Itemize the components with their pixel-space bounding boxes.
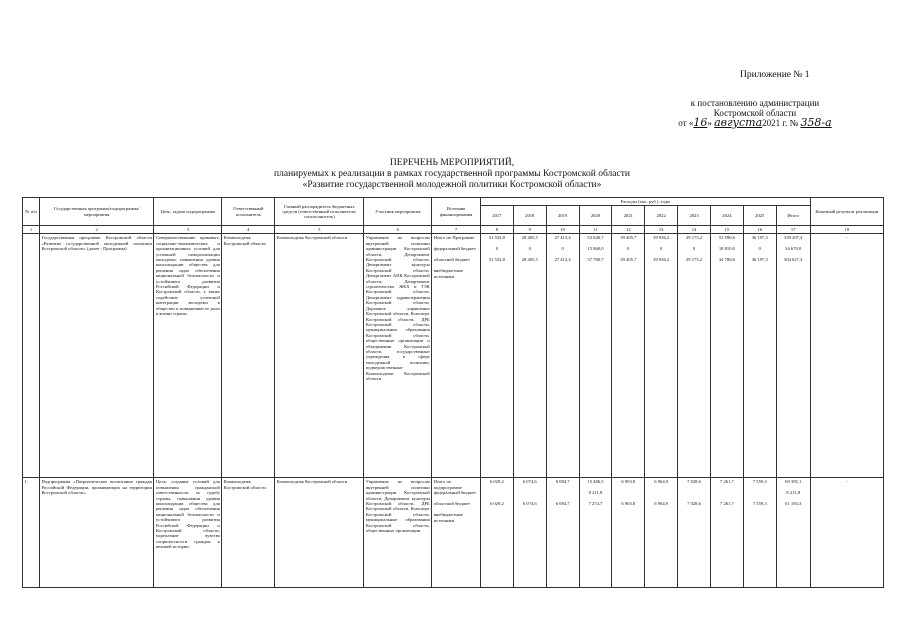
col-year: 2017 — [480, 206, 513, 226]
col-year: 2025 — [743, 206, 776, 226]
program-name: Подпрограмма «Патриотическое воспитание граждан Российской Федерации, проживающих на территории Костромской области» — [39, 478, 154, 588]
executor: Коммолодежь Костромской области — [222, 234, 275, 478]
value-cell: 7 261,7 7 261,7 — [710, 478, 743, 588]
col-year: 2021 — [612, 206, 645, 226]
funding-sources: Итого по Программе федеральный бюджет областной бюджет внебюджетные источники — [432, 234, 481, 478]
col-year: 2020 — [579, 206, 612, 226]
col-year: 2019 — [546, 206, 579, 226]
value-cell: 6 084,7 6 084,7 — [546, 478, 579, 588]
value-cell: 6 074,6 6 074,6 — [513, 478, 546, 588]
col-goal: Цель, задача подпрограммы — [154, 198, 222, 226]
value-cell: 36 197,3 0 36 197,3 — [743, 234, 776, 478]
value-cell: 6 964,9 6 964,9 — [645, 478, 678, 588]
col-year: 2022 — [645, 206, 678, 226]
decree-date-line: от «16» августа2021 г. № 358-а — [678, 116, 832, 129]
manager: Коммолодежь Костромской области — [275, 234, 364, 478]
value-cell: 31 532,8 0 31 532,8 — [480, 234, 513, 478]
col-manager: Главный распорядитель бюджетных средств (ответственный исполнитель/соисполнитель) — [275, 198, 364, 226]
total-cell: 339 297,4 34 670,0 304 627,4 — [776, 234, 810, 478]
handwritten-month: августа — [714, 116, 763, 129]
total-cell: 69 395,1 8 211,8 61 183,3 — [776, 478, 810, 588]
col-source: Источник финансирования — [432, 198, 481, 226]
col-participants: Участник мероприятия — [364, 198, 432, 226]
program-goal: Совершенствование правовых, социально-экономических и организационных условий для успешной самореализации молодежи, повышения уровня консолидации общества для решения задач обеспечения национальной безопасности и устойчивого развития Российской Федерации и Костромской области, а также содействие успешной интеграции молодежи в общество и повышению ее роли в жизни страны — [154, 234, 222, 478]
col-year: 2023 — [678, 206, 711, 226]
result-cell: - — [810, 478, 883, 588]
decree-line-2: Костромской области — [713, 108, 797, 118]
manager: Коммолодежь Костромской области — [275, 478, 364, 588]
program-goal: Цель: создание условий для повышения гражданской ответственности за судьбу страны, повышения уровня консолидации общества для решения задач обеспечения национальной безопасности и устойчивого развития Российской Федерации и Костромской области, укрепление чувства сопричастности граждан к великой истории — [154, 478, 222, 588]
participants: Управление по вопросам внутренней политики администрации Костромской области, Департамент Костромской области, Департамент культуры Костромской области, Департамент АПК Костромской области, Департамент строительства, ЖКХ и ТЭК Костромской области, Департамент здравоохранения Костромской области, Дорожное управление Костромской области, Комспорт Костромской области, ДРБ Костромской области, муниципальные образования Костромской области, общественные организации и объединения Костромской области, государственные учреждения в сфере молодежной политики, подведомственные Коммолодежи Костромской области — [364, 234, 432, 478]
result-cell: - — [810, 234, 883, 478]
value-cell: 6 029,2 6 029,2 — [480, 478, 513, 588]
value-cell: 7 028,6 7 028,6 — [678, 478, 711, 588]
document-title: ПЕРЕЧЕНЬ МЕРОПРИЯТИЙ, планируемых к реализации в рамках государственной программы Костромской области «Развитие государственной молодежной политики Костромской области» — [274, 158, 630, 190]
executor: Коммолодежь Костромской области — [222, 478, 275, 588]
value-cell: 39 405,7 0 39 405,7 — [612, 234, 645, 478]
col-no: № п/п — [23, 198, 40, 226]
value-cell: 27 413,4 0 27 413,4 — [546, 234, 579, 478]
col-year: 2024 — [710, 206, 743, 226]
value-cell: 6 903,8 6 903,8 — [612, 478, 645, 588]
value-cell: 29 175,2 0 29 175,2 — [678, 234, 711, 478]
program-name: Государственная программа Костромской области «Развитие государственной молодежной политики Костромской области» (далее - Программа) — [39, 234, 154, 478]
col-expenses: Расходы (тыс. руб.), годы — [480, 198, 810, 206]
col-program: Государственная программа/подпрограмма/мероприятия — [39, 198, 154, 226]
col-year: 2018 — [513, 206, 546, 226]
appendix-label: Приложение № 1 — [740, 70, 810, 80]
participants: Управление по вопросам внутренней политики администрации Костромской области, Департамент культуры Костромской области, ДРБ Костромской области, Комспорт Костромской области, муниципальные образования Костромской области, общественные организации — [364, 478, 432, 588]
value-cell: 39 936,2 0 39 936,2 — [645, 234, 678, 478]
col-result: Конечный результат реализации — [810, 198, 883, 226]
table-row — [23, 234, 884, 478]
value-cell: 15 486,5 8 211,8 7 274,7 — [579, 478, 612, 588]
col-executor: Ответственный исполнитель — [222, 198, 275, 226]
value-cell: 28 405,5 0 28 405,5 — [513, 234, 546, 478]
handwritten-number: 358-а — [800, 116, 832, 129]
value-cell: 7 559,3 7 559,3 — [743, 478, 776, 588]
value-cell: 53 590,6 18 810,0 34 780,6 — [710, 234, 743, 478]
decree-reference — [655, 98, 855, 128]
funding-sources: Итого по подпрограмме федеральный бюджет областной бюджет внебюджетные источники — [432, 478, 481, 588]
decree-line-1: к постановлению администрации — [690, 98, 820, 108]
col-total: Итого — [776, 206, 810, 226]
handwritten-day: 16 — [693, 116, 708, 129]
measures-table — [22, 197, 884, 588]
table-row: 1. Подпрограмма «Патриотическое воспитание граждан Российской Федерации, проживающих на территории Костромской области» Цель: создание условий для повышения гражданской ответственности за судьбу страны, повышения уровня консолидации общества для решения задач обеспечения национальной безопасности и устойчивого развития Российской Федерации и Костромской области, укрепление чувства сопричастности граждан к великой истории Коммолодежь Костромской области Коммолодежь Костромской области Управление по вопросам внутренней политики администрации Костромской области, Департамент культуры Костромской области, ДРБ Костромской области, Комспорт Костромской области, муниципальные образования Костромской области, общественные организации Итого по подпрограмме федеральный бюджет областной бюджет внебюджетные источники 6 029,2 6 029,2 6 074,6 6 074,6 6 084,7 6 084,7 15 486,5 8 211,8 7 274,7 6 903,8 6 903,8 6 964,9 6 964,9 7 028,6 7 028,6 7 261,7 7 261,7 7 559,3 7 559,3 69 395,1 8 211,8 61 183,3 - — [23, 478, 884, 588]
value-cell: 53 640,7 15 860,0 37 780,7 — [579, 234, 612, 478]
column-numbers-row: 1 2 3 4 5 6 7 8 9 10 11 12 13 14 15 16 17 18 — [23, 226, 884, 234]
